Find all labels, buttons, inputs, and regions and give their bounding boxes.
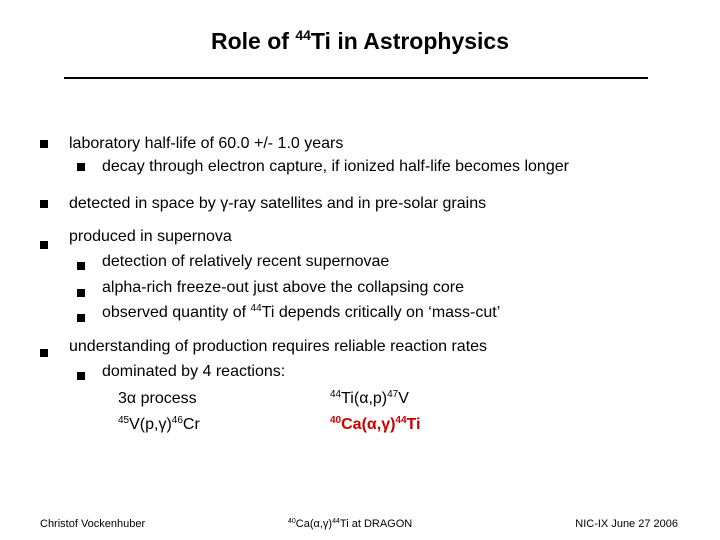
bullet-produced-in-supernova: produced in supernova [69,228,232,245]
bullet-marker [40,200,48,208]
bullet-half-life: laboratory half-life of 60.0 +/- 1.0 years [69,135,344,152]
sub-bullet-marker [77,289,85,297]
title-divider [64,77,648,79]
footer-date: NIC-IX June 27 2006 [575,518,678,530]
bullet-marker [40,140,48,148]
bullet-marker [40,349,48,357]
reaction-triple-alpha: 3α process [118,390,197,407]
bullet-marker [40,241,48,249]
sub-bullet-electron-capture: decay through electron capture, if ionized half-life becomes longer [102,158,569,175]
sub-bullet-mass-cut: observed quantity of $^{44}$Ti depends critically on ‘mass-cut’ [102,303,501,321]
sub-bullet-marker [77,372,85,380]
sub-bullet-detection: detection of relatively recent supernovae [102,253,390,270]
sub-bullet-marker [77,163,85,171]
reaction-ti44-alpha-p: $^{44}Ti(\alpha,p)^{47}V$ [330,389,409,407]
footer-center: $^{40}Ca(\alpha,\gamma)^{44}Ti$ at DRAGON [288,518,413,530]
reaction-ca40-alpha-gamma: $^{40}Ca(\alpha,\gamma)^{44}Ti$ [330,415,421,433]
sub-bullet-freeze-out: alpha-rich freeze-out just above the collapsing core [102,279,464,296]
slide-title: Role of $^{44}$Ti in Astrophysics [210,27,510,54]
reaction-v45-p-gamma: $^{45}V(p,\gamma)^{46}Cr$ [118,415,200,433]
sub-bullet-four-reactions: dominated by 4 reactions: [102,363,286,380]
bullet-detected-in-space: detected in space by γ-ray satellites and in pre-solar grains [69,195,487,212]
sub-bullet-marker [77,262,85,270]
sub-bullet-marker [77,314,85,322]
footer-author: Christof Vockenhuber [40,518,146,530]
bullet-reaction-rates: understanding of production requires reliable reaction rates [69,338,488,355]
